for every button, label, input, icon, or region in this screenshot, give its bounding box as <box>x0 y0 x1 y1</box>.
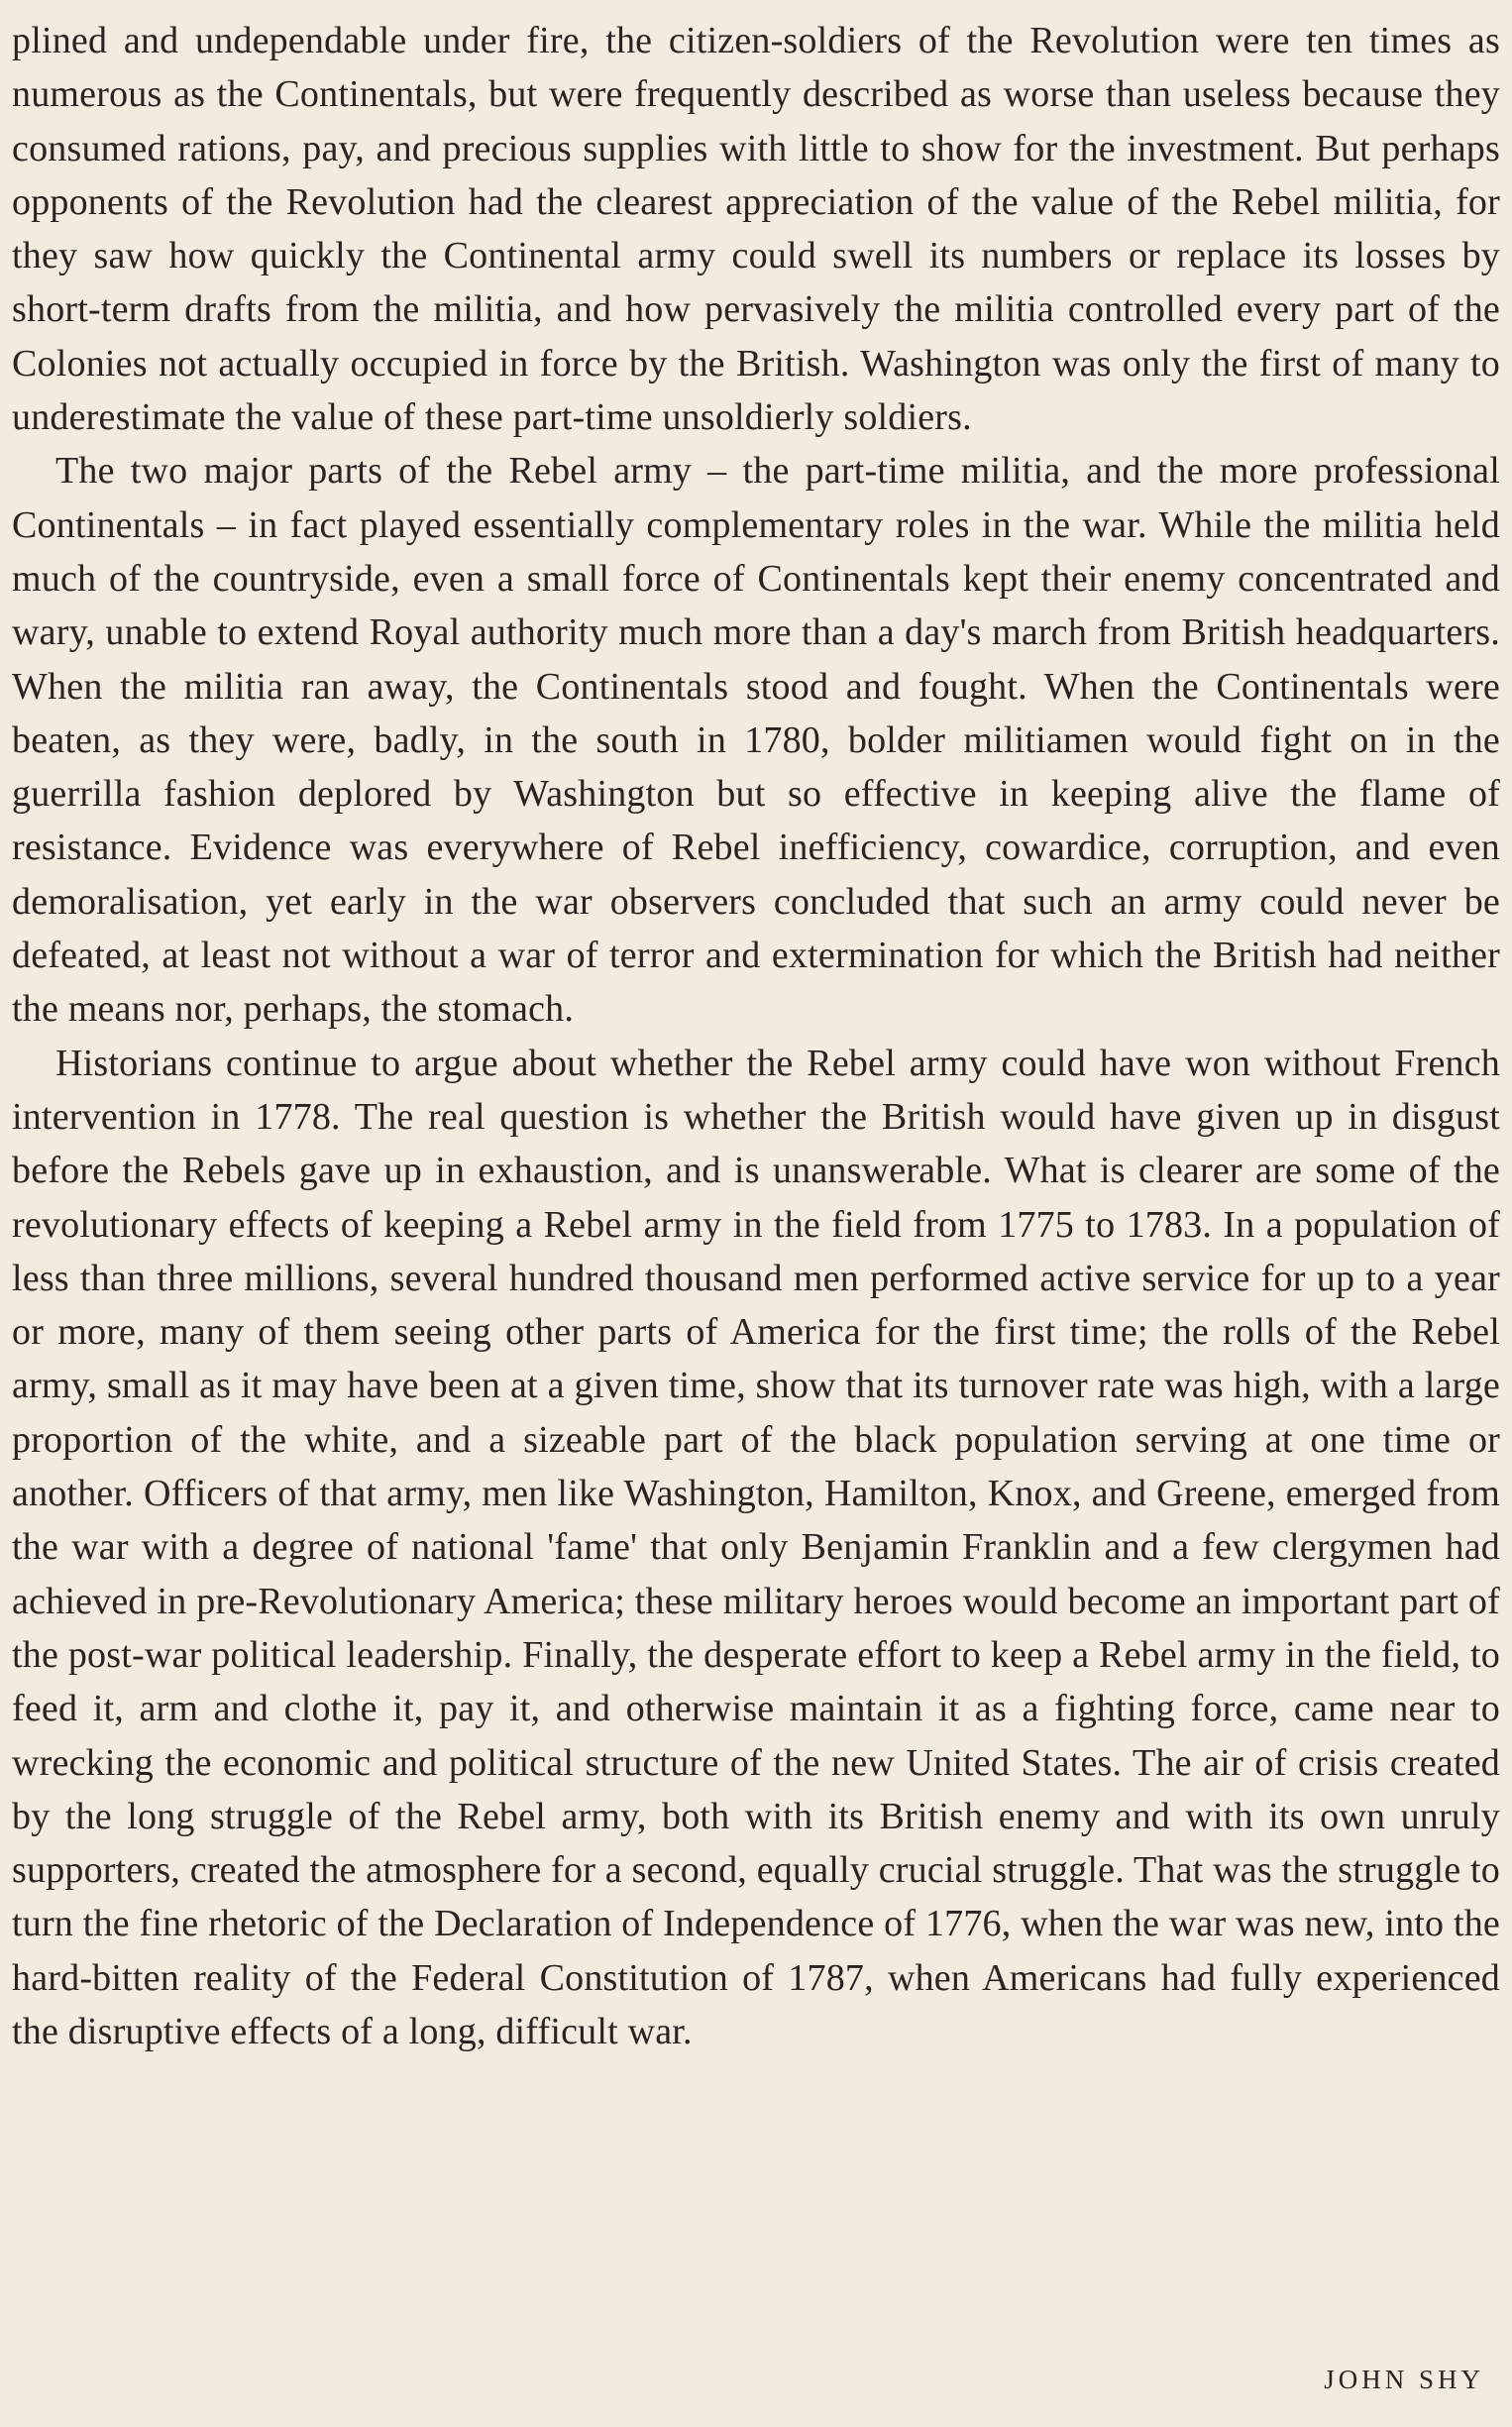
author-signature: JOHN SHY <box>1324 2365 1484 2394</box>
paragraph-rebel-army-parts: The two major parts of the Rebel army – the part-time militia, and the more professional Continentals – in fact played essentially complementary roles in the war. While the militia held much of the countryside, even a small force of Continentals kept their enemy concentrated and wary, unable to extend Royal authority much more than a day's march from British headquarters. When the militia ran away, the Continentals stood and fought. When the Continentals were beaten, as they were, badly, in the south in 1780, bolder militiamen would fight on in the guerrilla fashion deplored by Washington but so effective in keeping alive the flame of resistance. Evidence was everywhere of Rebel inefficiency, cowardice, corruption, and even demoralisation, yet early in the war observers concluded that such an army could never be defeated, at least not without a war of terror and extermination for which the British had neither the means nor, perhaps, the stomach. <box>12 450 1500 1031</box>
paragraph-historians: Historians continue to argue about whether the Rebel army could have won without French intervention in 1778. The real question is whether the British would have given up in disgust before the Rebels gave up in exhaustion, and is unanswerable. What is clearer are some of the revolutionary effects of keeping a Rebel army in the field from 1775 to 1783. In a population of less than three millions, several hundred thousand men performed active service for up to a year or more, many of them seeing other parts of America for the first time; the rolls of the Rebel army, small as it may have been at a given time, show that its turnover rate was high, with a large proportion of the white, and a sizeable part of the black population serving at one time or another. Officers of that army, men like Washington, Hamilton, Knox, and Greene, emerged from the war with a degree of national 'fame' that only Benjamin Franklin and a few clergymen had achieved in pre-Revolutionary America; these military heroes would become an important part of the post-war political leadership. Finally, the desperate effort to keep a Rebel army in the field, to feed it, arm and clothe it, pay it, and otherwise maintain it as a fighting force, came near to wrecking the economic and political structure of the new United States. The air of crisis created by the long struggle of the Rebel army, both with its British enemy and with its own unruly supporters, created the atmosphere for a second, equally crucial struggle. That was the struggle to turn the fine rhetoric of the Declaration of Independence of 1776, when the war was new, into the hard-bitten reality of the Federal Constitution of 1787, when Americans had fully experienced the disruptive effects of a long, difficult war. <box>12 1042 1500 2052</box>
paragraph-continuation: plined and undependable under fire, the citizen-soldiers of the Revolution were ten times as numerous as the Continentals, but were frequently described as worse than useless because they consumed rations, pay, and precious supplies with little to show for the investment. But perhaps opponents of the Revolution had the clearest appreciation of the value of the Rebel militia, for they saw how quickly the Continental army could swell its numbers or replace its losses by short-term drafts from the militia, and how pervasively the militia controlled every part of the Colonies not actually occupied in force by the British. Washington was only the first of many to underestimate the value of these part-time unsoldierly soldiers. <box>12 20 1500 439</box>
article-body <box>12 14 1500 2058</box>
